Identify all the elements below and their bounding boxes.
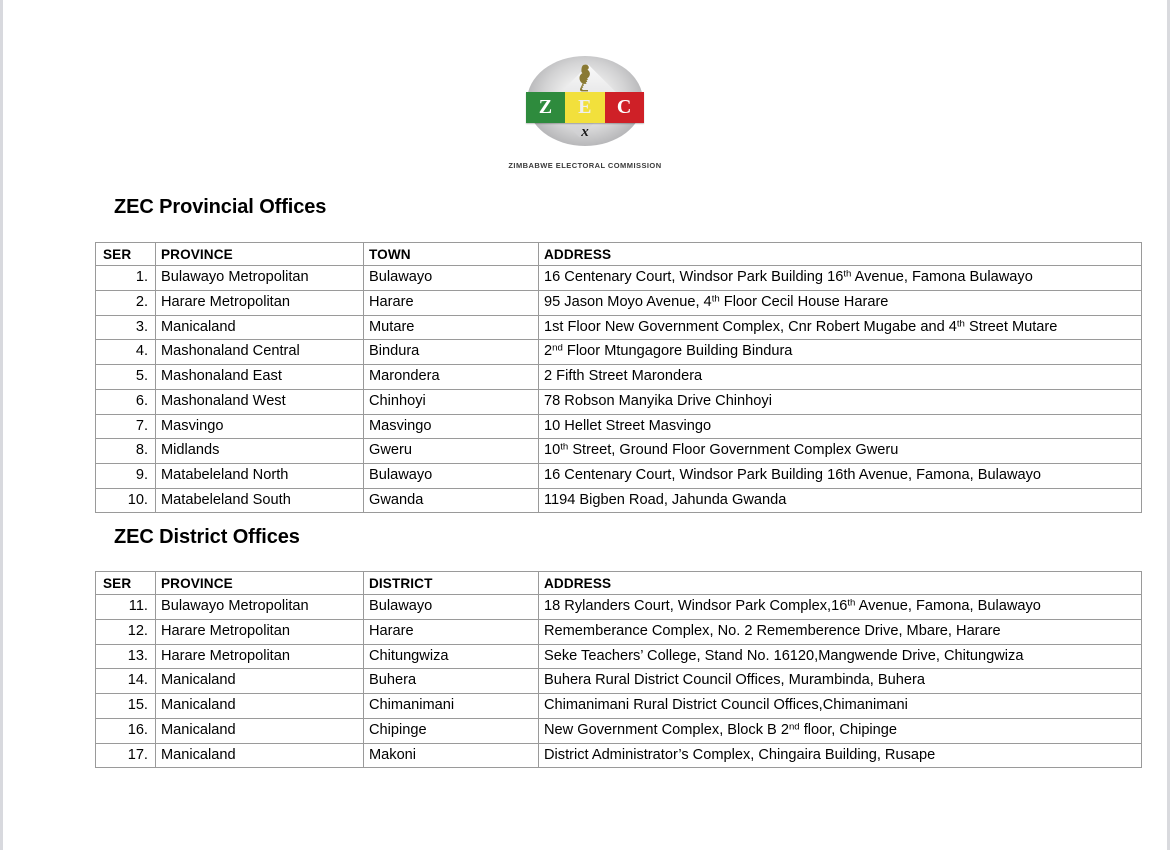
cell-province: Midlands: [156, 439, 364, 464]
cell-address: Seke Teachers’ College, Stand No. 16120,Mangwende Drive, Chitungwiza: [539, 644, 1142, 669]
table-row: [96, 464, 1142, 489]
cell-province: Manicaland: [156, 743, 364, 768]
cell-address: 2 Fifth Street Marondera: [539, 365, 1142, 390]
cell-province: Matabeleland North: [156, 464, 364, 489]
cell-province: Mashonaland Central: [156, 340, 364, 365]
ordinal-suffix: th: [711, 293, 720, 305]
logo-caption: ZIMBABWE ELECTORAL COMMISSION: [508, 161, 662, 170]
cell-address: 16 Centenary Court, Windsor Park Building 16th Avenue, Famona Bulawayo: [539, 266, 1142, 291]
cell-province: Harare Metropolitan: [156, 644, 364, 669]
cell-ser: 12.: [96, 620, 156, 645]
zec-logo-mark: [519, 56, 651, 160]
column-header-address: ADDRESS: [539, 243, 1142, 266]
ordinal-suffix: nd: [552, 343, 563, 355]
table-row: [96, 488, 1142, 513]
table-row: [96, 439, 1142, 464]
cell-district: Harare: [364, 620, 539, 645]
logo-color-bar: [526, 92, 644, 123]
cell-town: Harare: [364, 291, 539, 316]
cell-town: Masvingo: [364, 414, 539, 439]
cell-district: Makoni: [364, 743, 539, 768]
ordinal-suffix: th: [843, 268, 852, 280]
ordinal-suffix: nd: [788, 721, 800, 733]
cell-district: Buhera: [364, 669, 539, 694]
cell-address: 16 Centenary Court, Windsor Park Building 16th Avenue, Famona, Bulawayo: [539, 464, 1142, 489]
table-row: [96, 694, 1142, 719]
cell-province: Mashonaland East: [156, 365, 364, 390]
cell-district: Chimanimani: [364, 694, 539, 719]
logo-letter-c: C: [605, 92, 644, 123]
cell-town: Gwanda: [364, 488, 539, 513]
cell-town: Chinhoyi: [364, 389, 539, 414]
district-offices-table: [95, 571, 1142, 768]
cell-ser: 9.: [96, 464, 156, 489]
cell-ser: 16.: [96, 718, 156, 743]
cell-ser: 13.: [96, 644, 156, 669]
cell-province: Manicaland: [156, 315, 364, 340]
column-header-district: DISTRICT: [364, 572, 539, 595]
cell-ser: 10.: [96, 488, 156, 513]
cell-ser: 17.: [96, 743, 156, 768]
cell-town: Bindura: [364, 340, 539, 365]
cell-address: 95 Jason Moyo Avenue, 4th Floor Cecil House Harare: [539, 291, 1142, 316]
cell-town: Bulawayo: [364, 266, 539, 291]
logo-letter-z: Z: [526, 92, 565, 123]
provincial-offices-table: [95, 242, 1142, 513]
cell-ser: 2.: [96, 291, 156, 316]
cell-town: Bulawayo: [364, 464, 539, 489]
cell-province: Manicaland: [156, 718, 364, 743]
table-row: [96, 414, 1142, 439]
cell-district: Chitungwiza: [364, 644, 539, 669]
cell-ser: 3.: [96, 315, 156, 340]
cell-address: 10th Street, Ground Floor Government Complex Gweru: [539, 439, 1142, 464]
table-row: [96, 669, 1142, 694]
cell-province: Bulawayo Metropolitan: [156, 595, 364, 620]
table-row: [96, 595, 1142, 620]
page-content: [3, 0, 1167, 850]
column-header-ser: SER: [96, 243, 156, 266]
table-row: [96, 365, 1142, 390]
zimbabwe-bird-icon: [577, 64, 594, 92]
column-header-address: ADDRESS: [539, 572, 1142, 595]
table-header-row: [96, 243, 1142, 266]
cell-ser: 14.: [96, 669, 156, 694]
column-header-province: PROVINCE: [156, 243, 364, 266]
cell-province: Mashonaland West: [156, 389, 364, 414]
cell-address: Chimanimani Rural District Council Offices,Chimanimani: [539, 694, 1142, 719]
cell-province: Matabeleland South: [156, 488, 364, 513]
logo-letter-e: E: [565, 92, 604, 123]
table-row: [96, 389, 1142, 414]
ordinal-suffix: th: [847, 597, 856, 609]
cell-ser: 6.: [96, 389, 156, 414]
cell-province: Bulawayo Metropolitan: [156, 266, 364, 291]
cell-address: New Government Complex, Block B 2nd floor, Chipinge: [539, 718, 1142, 743]
column-header-province: PROVINCE: [156, 572, 364, 595]
logo-x-mark: x: [581, 124, 589, 140]
cell-province: Manicaland: [156, 669, 364, 694]
table-row: [96, 266, 1142, 291]
cell-address: 2nd Floor Mtungagore Building Bindura: [539, 340, 1142, 365]
table-row: [96, 644, 1142, 669]
cell-address: Rememberance Complex, No. 2 Rememberence Drive, Mbare, Harare: [539, 620, 1142, 645]
cell-town: Marondera: [364, 365, 539, 390]
district-offices-heading: ZEC District Offices: [114, 526, 300, 548]
cell-province: Harare Metropolitan: [156, 291, 364, 316]
cell-address: 18 Rylanders Court, Windsor Park Complex,16th Avenue, Famona, Bulawayo: [539, 595, 1142, 620]
table-row: [96, 315, 1142, 340]
cell-address: 10 Hellet Street Masvingo: [539, 414, 1142, 439]
cell-province: Harare Metropolitan: [156, 620, 364, 645]
zec-logo: [3, 56, 1167, 170]
table-row: [96, 620, 1142, 645]
cell-town: Gweru: [364, 439, 539, 464]
ordinal-suffix: th: [560, 442, 569, 453]
cell-district: Chipinge: [364, 718, 539, 743]
ordinal-suffix: th: [956, 318, 965, 330]
table-header-row: [96, 572, 1142, 595]
column-header-town: TOWN: [364, 243, 539, 266]
table-row: [96, 718, 1142, 743]
cell-ser: 15.: [96, 694, 156, 719]
table-row: [96, 340, 1142, 365]
cell-province: Manicaland: [156, 694, 364, 719]
cell-ser: 5.: [96, 365, 156, 390]
table-row: [96, 743, 1142, 768]
cell-town: Mutare: [364, 315, 539, 340]
cell-address: 1194 Bigben Road, Jahunda Gwanda: [539, 488, 1142, 513]
cell-district: Bulawayo: [364, 595, 539, 620]
cell-address: Buhera Rural District Council Offices, Murambinda, Buhera: [539, 669, 1142, 694]
table-row: [96, 291, 1142, 316]
provincial-offices-heading: ZEC Provincial Offices: [114, 196, 327, 218]
cell-ser: 8.: [96, 439, 156, 464]
column-header-ser: SER: [96, 572, 156, 595]
cell-province: Masvingo: [156, 414, 364, 439]
cell-address: 78 Robson Manyika Drive Chinhoyi: [539, 389, 1142, 414]
cell-address: District Administrator’s Complex, Chingaira Building, Rusape: [539, 743, 1142, 768]
cell-ser: 11.: [96, 595, 156, 620]
cell-ser: 4.: [96, 340, 156, 365]
cell-ser: 7.: [96, 414, 156, 439]
cell-ser: 1.: [96, 266, 156, 291]
cell-address: 1st Floor New Government Complex, Cnr Robert Mugabe and 4th Street Mutare: [539, 315, 1142, 340]
